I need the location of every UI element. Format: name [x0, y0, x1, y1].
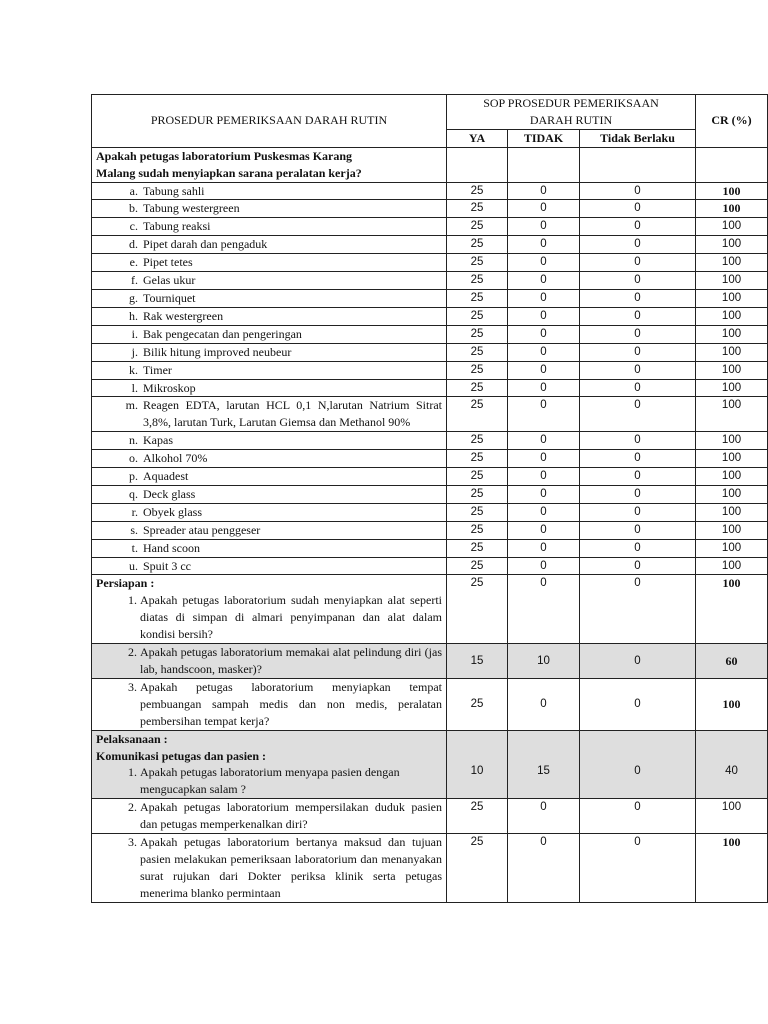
equipment-row — [92, 272, 768, 290]
equipment-label: Spreader atau penggeser — [143, 522, 261, 537]
pelaksanaan-2-tb: 0 — [580, 799, 696, 834]
equipment-row — [92, 485, 768, 503]
equipment-letter: k. — [129, 362, 138, 377]
equipment-tidak: 0 — [508, 432, 580, 450]
pelaksanaan-2-cr: 100 — [696, 799, 768, 834]
equipment-cr: 100 — [696, 450, 768, 468]
equipment-tidak: 0 — [508, 325, 580, 343]
equipment-cr: 100 — [696, 272, 768, 290]
equipment-label: Mikroskop — [143, 380, 196, 395]
equipment-label: Timer — [143, 362, 172, 377]
pelaksanaan-row-1 — [92, 730, 768, 799]
equipment-label: Hand scoon — [143, 540, 200, 555]
equipment-label: Pipet darah dan pengaduk — [143, 237, 268, 252]
equipment-letter: h. — [129, 308, 138, 323]
equipment-tidak-berlaku: 0 — [580, 539, 696, 557]
equipment-cr: 100 — [696, 521, 768, 539]
equipment-letter: m. — [125, 398, 138, 413]
equipment-label: Reagen EDTA, larutan HCL 0,1 N,larutan Natrium Sitrat 3,8%, larutan Turk, Larutan Giemsa dan Methanol 90% — [143, 398, 442, 430]
persiapan-row-2 — [92, 644, 768, 679]
equipment-ya: 25 — [447, 307, 508, 325]
persiapan-1-cr: 100 — [696, 575, 768, 644]
equipment-tidak-berlaku: 0 — [580, 397, 696, 432]
equipment-cr: 100 — [696, 343, 768, 361]
pelaksanaan-3-text: Apakah petugas laboratorium bertanya maksud dan tujuan pasien melakukan pemeriksaan laboratorium dan menanyakan surat rujukan dari Dokter periksa klinik serta petugas menerima blanko permintaan — [140, 835, 442, 900]
equipment-tidak: 0 — [508, 503, 580, 521]
equipment-tidak: 0 — [508, 557, 580, 575]
equipment-ya: 25 — [447, 557, 508, 575]
ya-header: YA — [447, 129, 508, 147]
persiapan-2-tb: 0 — [580, 644, 696, 679]
equipment-tidak: 0 — [508, 379, 580, 397]
equipment-label: Pipet tetes — [143, 255, 193, 270]
equipment-ya: 25 — [447, 325, 508, 343]
pelaksanaan-1-tb: 0 — [580, 730, 696, 799]
equipment-ya: 25 — [447, 379, 508, 397]
equipment-label: Spuit 3 cc — [143, 558, 191, 573]
equipment-letter: r. — [131, 504, 138, 519]
equipment-label: Rak westergreen — [143, 308, 224, 323]
equipment-tidak-berlaku: 0 — [580, 200, 696, 218]
pelaksanaan-1-text: Apakah petugas laboratorium menyapa pasien dengan mengucapkan salam ? — [140, 765, 400, 797]
equipment-row — [92, 361, 768, 379]
equipment-row — [92, 539, 768, 557]
equipment-row — [92, 432, 768, 450]
equipment-letter: b. — [129, 201, 138, 216]
equipment-letter: u. — [129, 558, 138, 573]
equipment-row — [92, 182, 768, 200]
equipment-tidak: 0 — [508, 254, 580, 272]
equipment-row — [92, 254, 768, 272]
equipment-ya: 25 — [447, 289, 508, 307]
pelaksanaan-1-cr: 40 — [696, 730, 768, 799]
persiapan-1-ya: 25 — [447, 575, 508, 644]
equipment-tidak: 0 — [508, 539, 580, 557]
equipment-row — [92, 307, 768, 325]
equipment-row — [92, 200, 768, 218]
equipment-row — [92, 450, 768, 468]
tidak-header: TIDAK — [508, 129, 580, 147]
persiapan-2-text: Apakah petugas laboratorium memakai alat pelindung diri (jas lab, handscoon, masker)? — [140, 645, 442, 676]
persiapan-3-cr: 100 — [696, 678, 768, 730]
equipment-cr: 100 — [696, 325, 768, 343]
persiapan-2-ya: 15 — [447, 644, 508, 679]
equipment-tidak: 0 — [508, 218, 580, 236]
pelaksanaan-2-text: Apakah petugas laboratorium mempersilakan duduk pasien dan petugas memperkenalkan diri? — [140, 800, 442, 832]
equipment-letter: c. — [129, 219, 138, 234]
equipment-letter: p. — [129, 469, 138, 484]
pelaksanaan-3-tb: 0 — [580, 834, 696, 903]
pelaksanaan-2-ya: 25 — [447, 799, 508, 834]
sop-title-header — [447, 95, 696, 130]
equipment-tidak-berlaku: 0 — [580, 485, 696, 503]
equipment-tidak: 0 — [508, 307, 580, 325]
equipment-tidak-berlaku: 0 — [580, 343, 696, 361]
equipment-letter: q. — [129, 486, 138, 501]
equipment-letter: j. — [131, 344, 138, 359]
equipment-cr: 100 — [696, 539, 768, 557]
equipment-letter: t. — [131, 540, 138, 555]
equipment-label: Tourniquet — [143, 290, 196, 305]
persiapan-2-cr: 60 — [696, 644, 768, 679]
equipment-ya: 25 — [447, 503, 508, 521]
equipment-label: Tabung sahli — [143, 183, 205, 198]
equipment-cr: 100 — [696, 557, 768, 575]
section1-question-line1: Apakah petugas laboratorium Puskesmas Karang — [96, 148, 353, 163]
equipment-tidak: 0 — [508, 236, 580, 254]
pelaksanaan-2-tidak: 0 — [508, 799, 580, 834]
persiapan-1-text: Apakah petugas laboratorium sudah menyiapkan alat seperti diatas di simpan di almari penyimpanan dan alat dalam kondisi bersih? — [140, 593, 442, 642]
persiapan-2-num: 2. — [128, 645, 137, 660]
equipment-tidak: 0 — [508, 200, 580, 218]
equipment-letter: e. — [129, 255, 138, 270]
pelaksanaan-title: Pelaksanaan : — [96, 731, 168, 746]
equipment-letter: f. — [131, 273, 138, 288]
equipment-cr: 100 — [696, 289, 768, 307]
equipment-label: Obyek glass — [143, 504, 202, 519]
equipment-tidak-berlaku: 0 — [580, 218, 696, 236]
equipment-row — [92, 236, 768, 254]
equipment-tidak-berlaku: 0 — [580, 450, 696, 468]
pelaksanaan-row-2 — [92, 799, 768, 834]
equipment-ya: 25 — [447, 468, 508, 486]
equipment-label: Gelas ukur — [143, 273, 196, 288]
equipment-cr: 100 — [696, 200, 768, 218]
persiapan-3-num: 3. — [128, 679, 137, 694]
equipment-letter: o. — [129, 451, 138, 466]
equipment-tidak: 0 — [508, 289, 580, 307]
pelaksanaan-1-tidak: 15 — [508, 730, 580, 799]
equipment-ya: 25 — [447, 397, 508, 432]
equipment-cr: 100 — [696, 397, 768, 432]
equipment-letter: i. — [131, 326, 138, 341]
equipment-ya: 25 — [447, 254, 508, 272]
equipment-tidak: 0 — [508, 343, 580, 361]
equipment-label: Aquadest — [143, 469, 189, 484]
equipment-tidak-berlaku: 0 — [580, 361, 696, 379]
persiapan-1-num: 1. — [128, 593, 137, 608]
equipment-ya: 25 — [447, 432, 508, 450]
persiapan-title: Persiapan : — [96, 576, 155, 591]
equipment-letter: d. — [129, 237, 138, 252]
pelaksanaan-3-tidak: 0 — [508, 834, 580, 903]
equipment-cr: 100 — [696, 379, 768, 397]
equipment-label: Bak pengecatan dan pengeringan — [143, 326, 302, 341]
equipment-cr: 100 — [696, 182, 768, 200]
equipment-row — [92, 397, 768, 432]
pelaksanaan-2-num: 2. — [128, 800, 137, 815]
equipment-tidak: 0 — [508, 182, 580, 200]
equipment-tidak-berlaku: 0 — [580, 379, 696, 397]
equipment-tidak-berlaku: 0 — [580, 503, 696, 521]
persiapan-1-tidak: 0 — [508, 575, 580, 644]
equipment-row — [92, 503, 768, 521]
equipment-row — [92, 521, 768, 539]
equipment-ya: 25 — [447, 485, 508, 503]
equipment-cr: 100 — [696, 468, 768, 486]
equipment-row — [92, 379, 768, 397]
equipment-ya: 25 — [447, 343, 508, 361]
equipment-cr: 100 — [696, 361, 768, 379]
persiapan-row-3 — [92, 678, 768, 730]
equipment-tidak-berlaku: 0 — [580, 182, 696, 200]
equipment-letter: g. — [129, 290, 138, 305]
equipment-list — [92, 182, 768, 575]
equipment-ya: 25 — [447, 361, 508, 379]
equipment-row — [92, 325, 768, 343]
persiapan-3-ya: 25 — [447, 678, 508, 730]
persiapan-3-tb: 0 — [580, 678, 696, 730]
equipment-row — [92, 343, 768, 361]
cr-header: CR (%) — [696, 95, 768, 148]
equipment-letter: s. — [130, 522, 138, 537]
equipment-ya: 25 — [447, 272, 508, 290]
equipment-row — [92, 289, 768, 307]
equipment-cr: 100 — [696, 218, 768, 236]
procedure-title-header: PROSEDUR PEMERIKSAAN DARAH RUTIN — [92, 95, 447, 148]
equipment-label: Bilik hitung improved neubeur — [143, 344, 292, 359]
pelaksanaan-3-ya: 25 — [447, 834, 508, 903]
equipment-ya: 25 — [447, 200, 508, 218]
sop-title-line2: DARAH RUTIN — [529, 112, 613, 127]
equipment-tidak-berlaku: 0 — [580, 307, 696, 325]
equipment-label: Tabung westergreen — [143, 201, 240, 216]
pelaksanaan-subtitle: Komunikasi petugas dan pasien : — [96, 748, 267, 763]
pelaksanaan-row-3 — [92, 834, 768, 903]
pelaksanaan-3-cr: 100 — [696, 834, 768, 903]
equipment-label: Kapas — [143, 433, 173, 448]
equipment-cr: 100 — [696, 485, 768, 503]
equipment-ya: 25 — [447, 521, 508, 539]
equipment-ya: 25 — [447, 236, 508, 254]
persiapan-2-tidak: 10 — [508, 644, 580, 679]
tidak-berlaku-header: Tidak Berlaku — [580, 129, 696, 147]
equipment-row — [92, 468, 768, 486]
equipment-ya: 25 — [447, 182, 508, 200]
equipment-tidak: 0 — [508, 361, 580, 379]
sop-table — [91, 94, 768, 903]
equipment-cr: 100 — [696, 432, 768, 450]
persiapan-1-tb: 0 — [580, 575, 696, 644]
persiapan-3-text: Apakah petugas laboratorium menyiapkan tempat pembuangan sampah medis dan non medis, peralatan pembersihan tempat kerja? — [140, 679, 442, 728]
equipment-label: Tabung reaksi — [143, 219, 211, 234]
equipment-cr: 100 — [696, 503, 768, 521]
equipment-letter: n. — [129, 433, 138, 448]
equipment-label: Deck glass — [143, 486, 196, 501]
pelaksanaan-1-ya: 10 — [447, 730, 508, 799]
equipment-tidak-berlaku: 0 — [580, 557, 696, 575]
section1-question-row — [92, 147, 768, 182]
equipment-ya: 25 — [447, 539, 508, 557]
equipment-tidak: 0 — [508, 468, 580, 486]
equipment-ya: 25 — [447, 218, 508, 236]
equipment-ya: 25 — [447, 450, 508, 468]
pelaksanaan-3-num: 3. — [128, 835, 137, 850]
sop-title-line1: SOP PROSEDUR PEMERIKSAAN — [483, 96, 659, 110]
equipment-letter: a. — [129, 183, 138, 198]
persiapan-3-tidak: 0 — [508, 678, 580, 730]
equipment-tidak-berlaku: 0 — [580, 272, 696, 290]
equipment-tidak: 0 — [508, 521, 580, 539]
equipment-tidak: 0 — [508, 397, 580, 432]
equipment-label: Alkohol 70% — [143, 451, 208, 466]
equipment-tidak-berlaku: 0 — [580, 521, 696, 539]
persiapan-row-1 — [92, 575, 768, 644]
equipment-tidak-berlaku: 0 — [580, 254, 696, 272]
equipment-cr: 100 — [696, 254, 768, 272]
equipment-tidak: 0 — [508, 272, 580, 290]
equipment-tidak-berlaku: 0 — [580, 325, 696, 343]
equipment-tidak-berlaku: 0 — [580, 432, 696, 450]
equipment-tidak-berlaku: 0 — [580, 236, 696, 254]
equipment-row — [92, 557, 768, 575]
equipment-tidak-berlaku: 0 — [580, 289, 696, 307]
equipment-cr: 100 — [696, 236, 768, 254]
pelaksanaan-1-num: 1. — [128, 765, 137, 780]
equipment-tidak: 0 — [508, 450, 580, 468]
equipment-letter: l. — [131, 380, 138, 395]
section1-question-line2: Malang sudah menyiapkan sarana peralatan kerja? — [96, 165, 362, 180]
equipment-tidak: 0 — [508, 485, 580, 503]
equipment-tidak-berlaku: 0 — [580, 468, 696, 486]
equipment-cr: 100 — [696, 307, 768, 325]
equipment-row — [92, 218, 768, 236]
